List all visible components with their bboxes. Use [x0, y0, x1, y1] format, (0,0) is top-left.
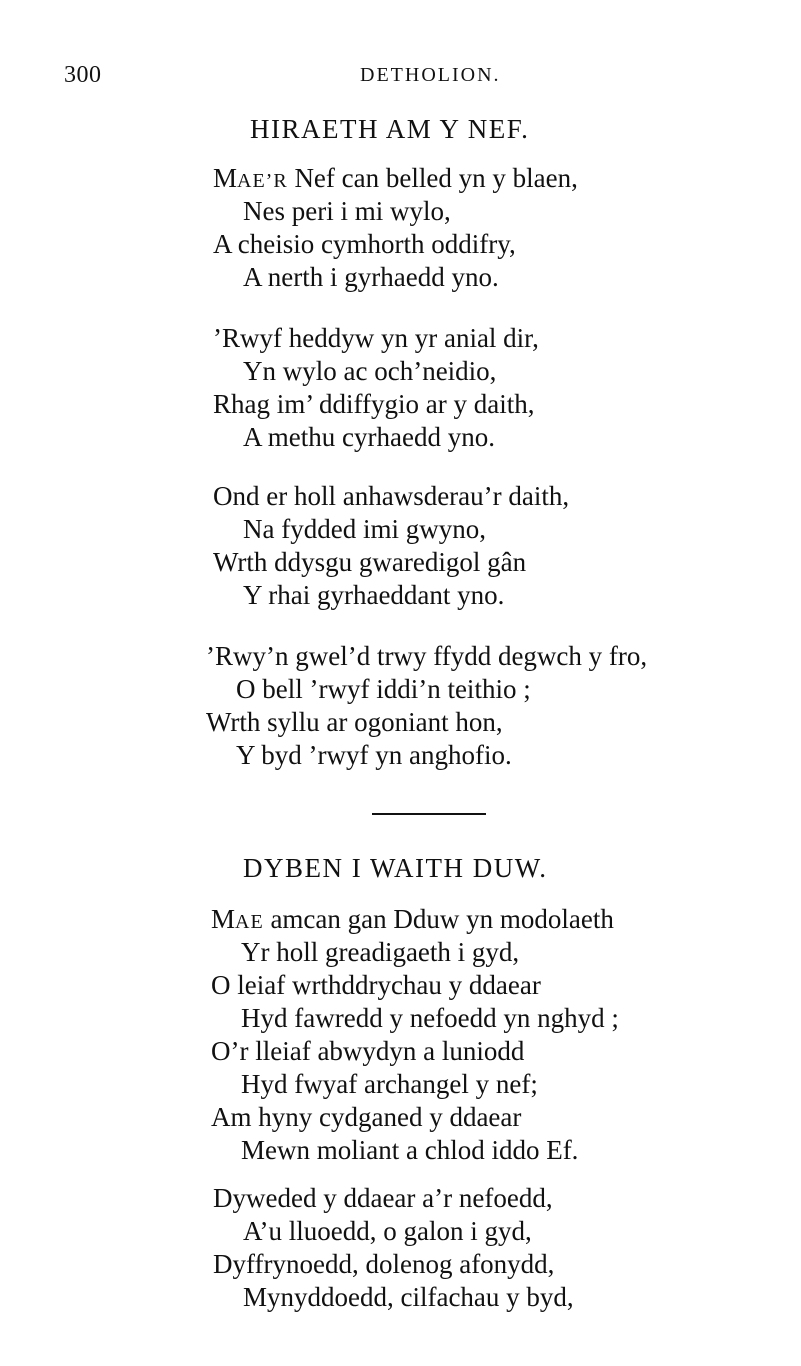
verse-line: Nes peri i mi wylo,: [243, 196, 451, 226]
verse-line: A cheisio cymhorth oddifry,: [213, 229, 516, 259]
verse-line: Na fydded imi gwyno,: [243, 514, 486, 544]
verse-line: Yr holl greadigaeth i gyd,: [241, 937, 520, 967]
verse-line: ’Rwy’n gwel’d trwy ffydd degwch y fro,: [206, 641, 648, 671]
verse-line: Hyd fawredd y nefoedd yn nghyd ;: [241, 1003, 619, 1033]
verse-line: O bell ’rwyf iddi’n teithio ;: [236, 674, 531, 704]
verse-line: [211, 903, 781, 936]
verse-line: Mynyddoedd, cilfachau y byd,: [243, 1282, 574, 1312]
page-number: 300: [64, 62, 102, 88]
verse-line: Am hyny cydganed y ddaear: [211, 1102, 522, 1132]
verse-line: Wrth ddysgu gwaredigol gân: [213, 547, 527, 577]
verse-line: Hyd fwyaf archangel y nef;: [241, 1069, 538, 1099]
verse-line: Dyweded y ddaear a’r nefoedd,: [213, 1183, 553, 1213]
verse-line: Rhag im’ ddiffygio ar y daith,: [213, 389, 535, 419]
verse-line: [213, 162, 783, 195]
stanza: [213, 1182, 783, 1314]
verse-line: A’u lluoedd, o galon i gyd,: [243, 1216, 532, 1246]
verse-line: Dyffrynoedd, dolenog afonydd,: [213, 1249, 555, 1279]
poem-title: DYBEN I WAITH DUW.: [243, 853, 548, 883]
opening-capital: M: [213, 163, 238, 193]
opening-small-caps: AE: [235, 911, 264, 933]
verse-line: O leiaf wrthddrychau y ddaear: [211, 970, 541, 1000]
poem-title: HIRAETH AM Y NEF.: [250, 114, 530, 144]
verse-line: Wrth syllu ar ogoniant hon,: [206, 707, 503, 737]
verse-line: Ond er holl anhawsderau’r daith,: [213, 481, 570, 511]
verse-line: O’r lleiaf abwydyn a luniodd: [211, 1036, 525, 1066]
section-divider: [372, 813, 486, 815]
verse-line: A nerth i gyrhaedd yno.: [243, 262, 499, 292]
verse-line: Mewn moliant a chlod iddo Ef.: [241, 1135, 579, 1165]
verse-line: A methu cyrhaedd yno.: [243, 422, 495, 452]
running-head: [0, 62, 801, 92]
verse-line-text: Nef can belled yn y blaen,: [294, 163, 578, 193]
verse-line: Y rhai gyrhaeddant yno.: [243, 580, 505, 610]
stanza: [211, 903, 781, 1167]
opening-capital: M: [211, 904, 236, 934]
opening-small-caps: AE’R: [237, 170, 288, 192]
verse-line: Y byd ’rwyf yn anghofio.: [236, 740, 512, 770]
stanza: [213, 480, 783, 612]
running-title: DETHOLION.: [360, 64, 501, 86]
verse-line-text: amcan gan Dduw yn modolaeth: [270, 904, 614, 934]
verse-line: ’Rwyf heddyw yn yr anial dir,: [213, 323, 539, 353]
stanza: [213, 322, 783, 454]
stanza: [213, 162, 783, 294]
verse-line: Yn wylo ac och’neidio,: [243, 356, 497, 386]
stanza: [206, 640, 776, 772]
